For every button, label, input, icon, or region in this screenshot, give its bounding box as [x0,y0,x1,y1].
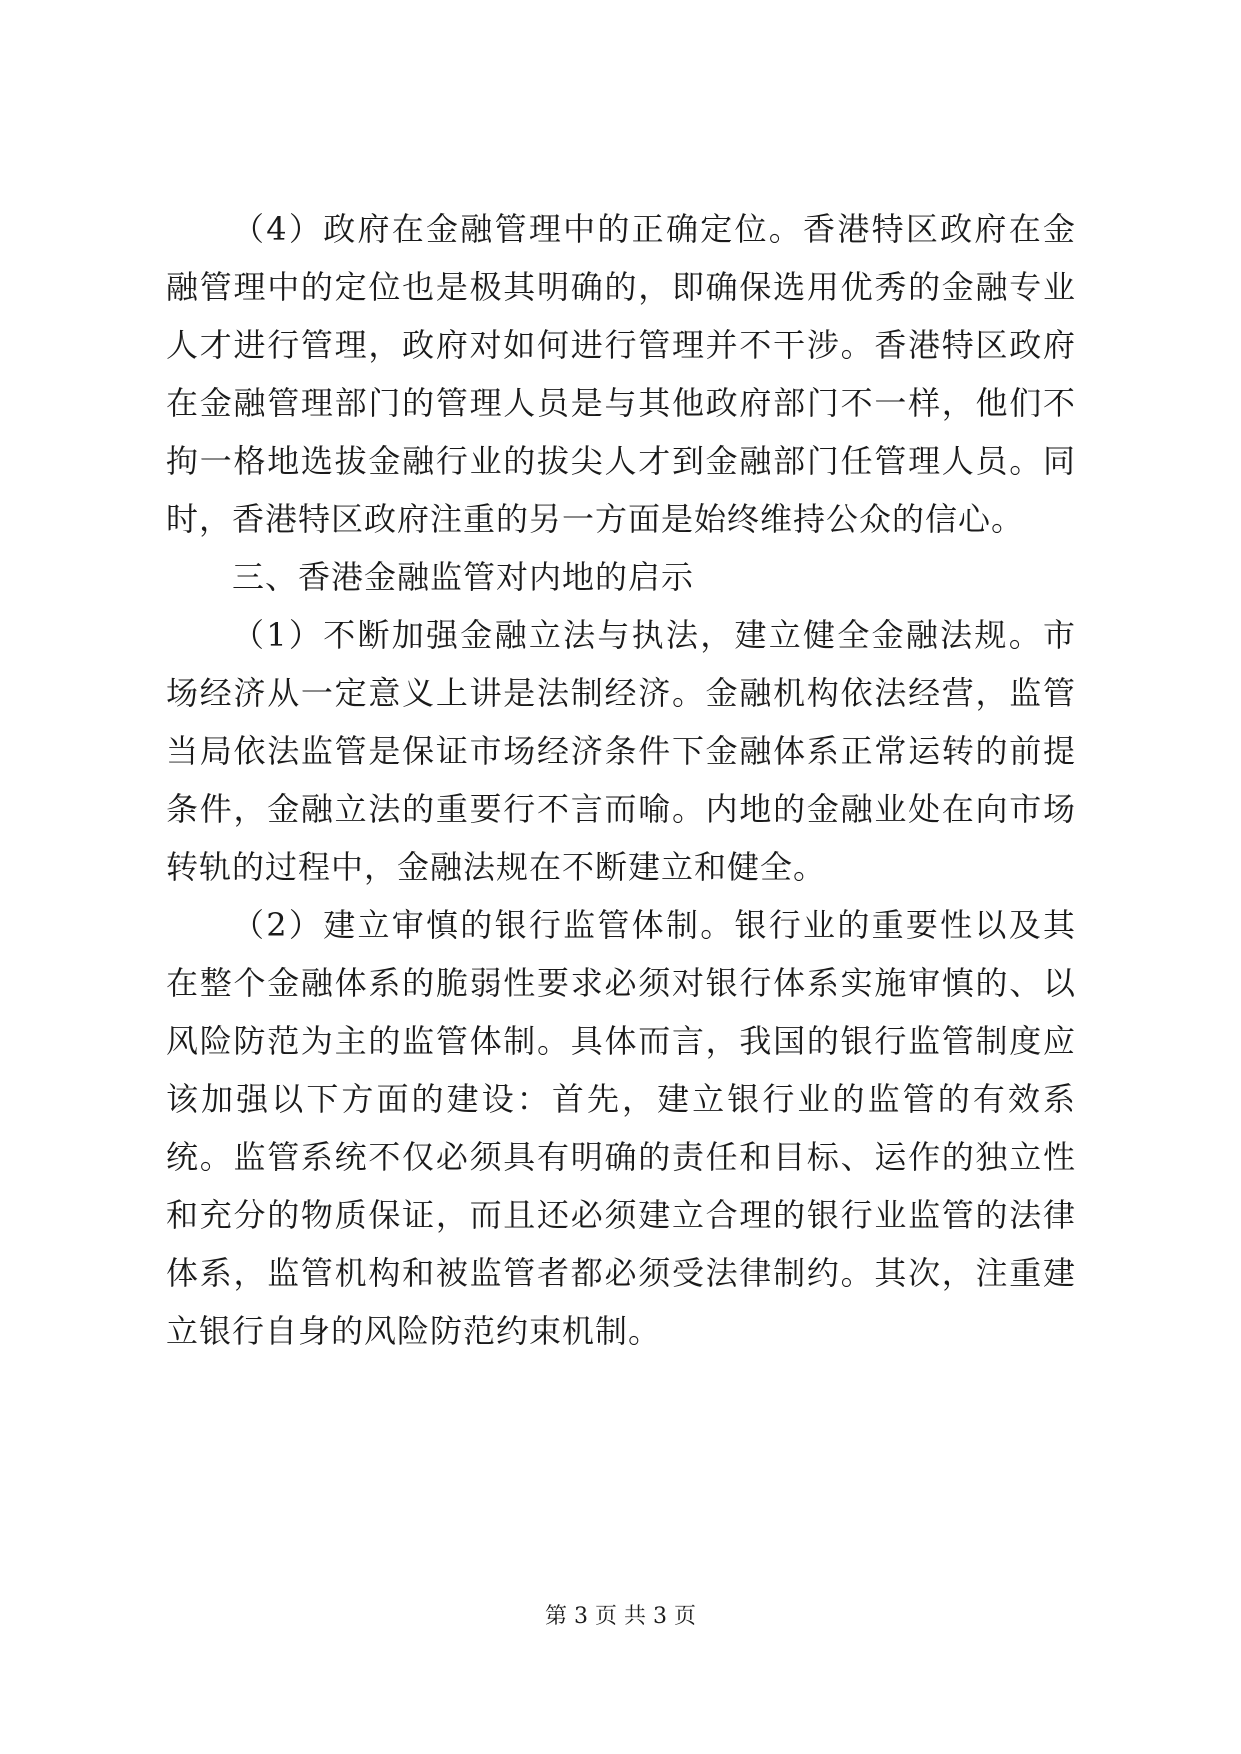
section-heading-implications: 三、香港金融监管对内地的启示 [232,558,695,596]
page-number-footer: 第 3 页 共 3 页 [545,1604,696,1629]
paragraph-financial-legislation: （1）不断加强金融立法与执法，建立健全金融法规。市场经济从一定意义上讲是法制经济。金融机构依法经营，监管当局依法监管是保证市场经济条件下金融体系正常运转的前提条件，金融立法的重要行不言而喻。内地的金融业处在向市场转轨的过程中，金融法规在不断建立和健全。 [166,616,1076,886]
paragraph-bank-supervision: （2）建立审慎的银行监管体制。银行业的重要性以及其在整个金融体系的脆弱性要求必须对银行体系实施审慎的、以风险防范为主的监管体制。具体而言，我国的银行监管制度应该加强以下方面的建设：首先，建立银行业的监管的有效系统。监管系统不仅必须具有明确的责任和目标、运作的独立性和充分的物质保证，而且还必须建立合理的银行业监管的法律体系，监管机构和被监管者都必须受法律制约。其次，注重建立银行自身的风险防范约束机制。 [166,906,1076,1350]
paragraph-government-role: （4）政府在金融管理中的正确定位。香港特区政府在金融管理中的定位也是极其明确的，即确保选用优秀的金融专业人才进行管理，政府对如何进行管理并不干涉。香港特区政府在金融管理部门的管理人员是与其他政府部门不一样，他们不拘一格地选拔金融行业的拔尖人才到金融部门任管理人员。同时，香港特区政府注重的另一方面是始终维持公众的信心。 [166,210,1076,538]
document-body [166,200,1076,1360]
